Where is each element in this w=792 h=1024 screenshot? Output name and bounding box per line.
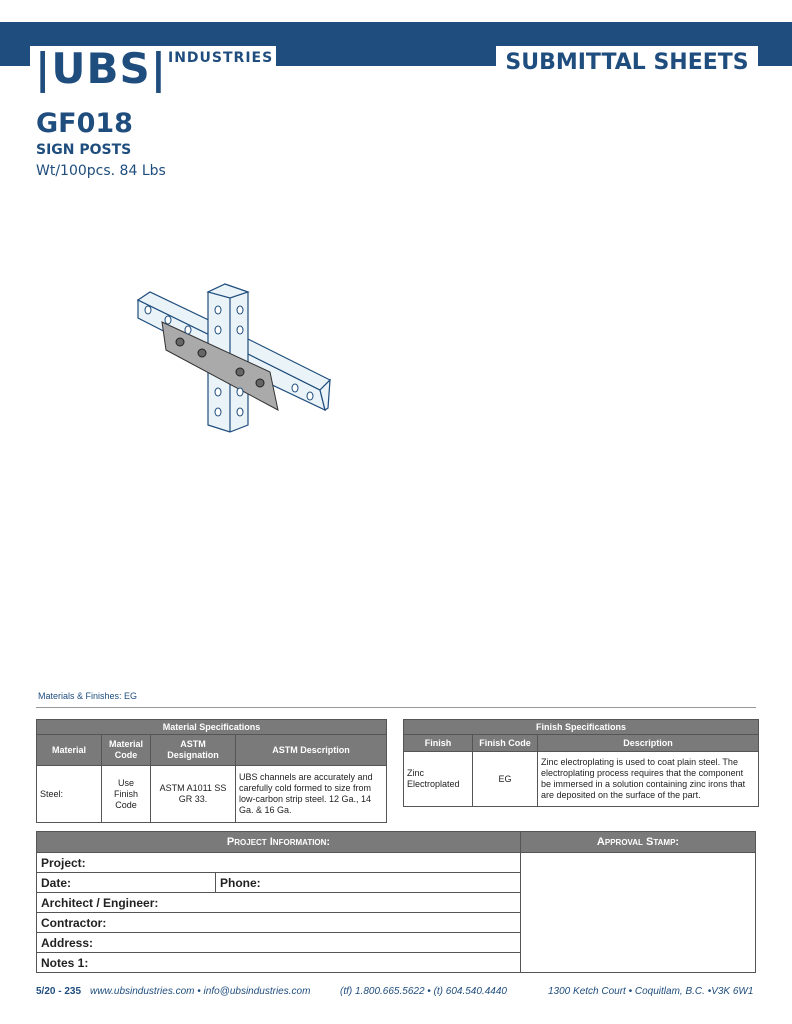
address-field[interactable]: Address:: [37, 933, 521, 953]
sign-post-illustration: [130, 280, 340, 440]
footer-address: 1300 Ketch Court • Coquitlam, B.C. •V3K 6W1: [548, 986, 754, 997]
date-field[interactable]: Date:: [37, 873, 216, 893]
finish-specifications-table: [403, 719, 759, 807]
approval-stamp-title: Approval Stamp:: [521, 832, 756, 853]
product-weight: Wt/100pcs. 84 Lbs: [36, 163, 166, 179]
astm-designation-cell: ASTM A1011 SS GR 33.: [151, 766, 236, 823]
page-title: SUBMITTAL SHEETS: [505, 50, 749, 75]
column-header: Finish: [404, 735, 473, 752]
phone-field[interactable]: Phone:: [216, 873, 521, 893]
material-specifications-table: [36, 719, 387, 823]
column-header: Material Code: [102, 735, 151, 766]
page-number: 5/20 - 235: [36, 986, 82, 997]
materials-finishes-label: Materials & Finishes: EG: [38, 691, 138, 701]
part-number: GF018: [36, 108, 133, 139]
logo-ubs: |UBS|: [35, 44, 168, 93]
column-header: ASTM Designation: [151, 735, 236, 766]
approval-stamp-area: [521, 853, 756, 973]
material-cell: Steel:: [37, 766, 102, 823]
finish-cell: Zinc Electroplated: [404, 752, 473, 807]
footer-web: www.ubsindustries.com • info@ubsindustries.com: [90, 986, 311, 997]
material-specs-title: Material Specifications: [37, 720, 387, 735]
material-code-cell: Use Finish Code: [102, 766, 151, 823]
project-field[interactable]: Project:: [37, 853, 521, 873]
architect-engineer-field[interactable]: Architect / Engineer:: [37, 893, 521, 913]
finish-code-cell: EG: [473, 752, 538, 807]
astm-description-cell: UBS channels are accurately and carefully cold formed to size from low-carbon strip steel. 12 Ga., 14 Ga. & 16 Ga.: [236, 766, 387, 823]
column-header: Material: [37, 735, 102, 766]
product-name: SIGN POSTS: [36, 142, 132, 158]
finish-specs-title: Finish Specifications: [404, 720, 759, 735]
project-information-title: Project Information:: [37, 832, 521, 853]
logo-industries: INDUSTRIES: [168, 50, 274, 66]
project-information-table: [36, 831, 756, 973]
footer-phones: (tf) 1.800.665.5622 • (t) 604.540.4440: [340, 986, 507, 997]
column-header: Finish Code: [473, 735, 538, 752]
contractor-field[interactable]: Contractor:: [37, 913, 521, 933]
column-header: Description: [538, 735, 759, 752]
column-header: ASTM Description: [236, 735, 387, 766]
notes-field[interactable]: Notes 1:: [37, 953, 521, 973]
finish-description-cell: Zinc electroplating is used to coat plain steel. The electroplating process requires that the component be immersed in a solution containing zinc irons that are deposited on the surface of the part.: [538, 752, 759, 807]
table-row: [37, 766, 387, 823]
table-row: [404, 752, 759, 807]
divider: [36, 707, 756, 708]
